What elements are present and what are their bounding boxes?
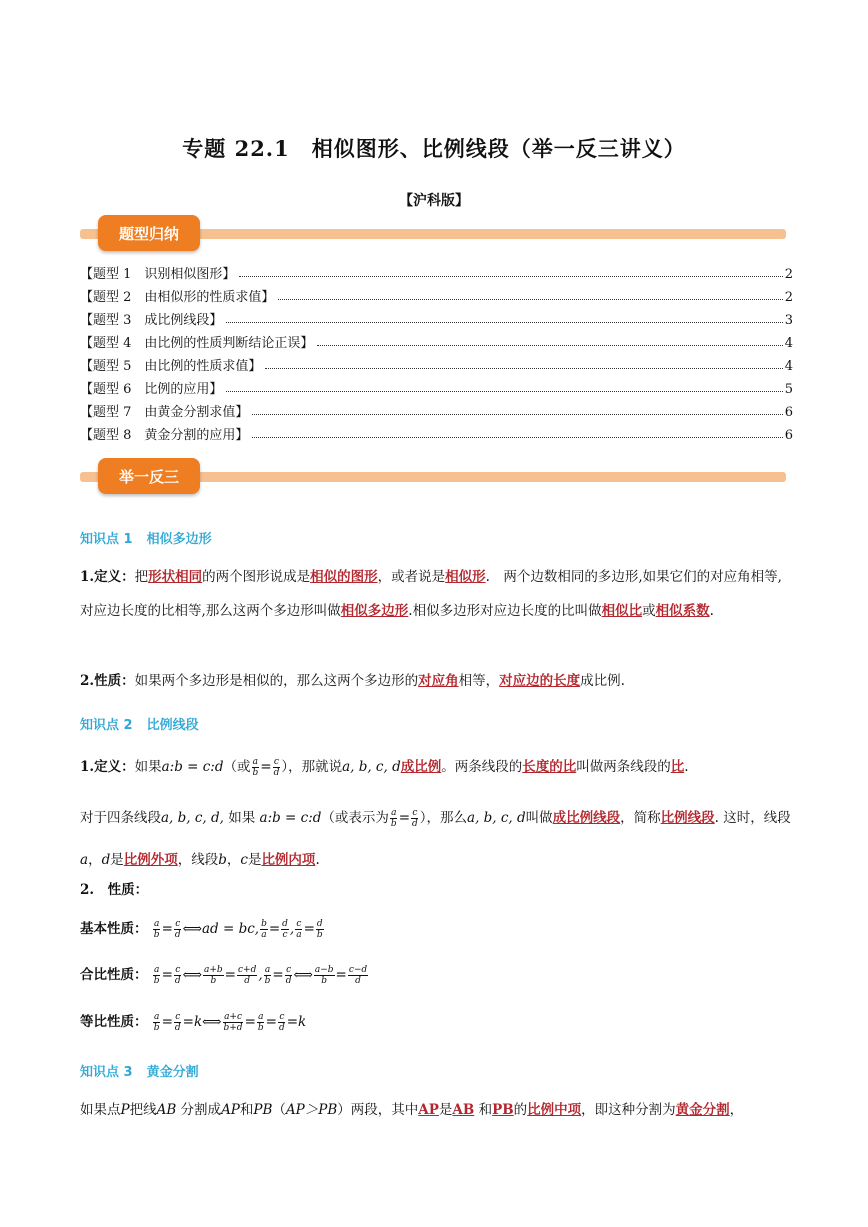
highlight-term: 比例内项 — [261, 852, 316, 868]
toc-item-page: 4 — [784, 336, 793, 351]
highlight-term: 对应角 — [418, 673, 459, 689]
text: 是 — [247, 852, 262, 868]
text: 。两条线段的 — [441, 759, 523, 775]
highlight-term: AP — [418, 1102, 439, 1118]
toc-item[interactable] — [80, 420, 793, 443]
toc-leader-dots — [239, 275, 782, 277]
toc-item-page: 4 — [784, 359, 793, 374]
text: ，线段 — [177, 852, 219, 868]
highlight-term: PB — [492, 1102, 514, 1118]
toc-item-page: 2 — [784, 290, 793, 305]
toc-item-page: 3 — [784, 313, 793, 328]
text: 相等， — [458, 673, 500, 689]
section-tag: 举一反三 — [98, 458, 200, 494]
toc-item-page: 2 — [784, 267, 793, 282]
toc-item[interactable] — [80, 374, 793, 397]
toc-item-label: 【题型 1 识别相似图形】 — [80, 267, 236, 282]
def-label: 1.定义： — [80, 569, 135, 585]
knowledge-point-2-heading — [80, 714, 213, 733]
fraction: $\frac{a}{b}$ — [390, 808, 397, 829]
text: 的 — [513, 1102, 528, 1118]
text: ，即这种分割为 — [581, 1102, 676, 1118]
text: 是 — [438, 1102, 453, 1118]
text: 分割成 — [176, 1102, 222, 1118]
math-expr: d — [101, 852, 111, 868]
fraction: $\frac{a}{b}$ — [252, 757, 259, 778]
text: （ — [272, 1102, 286, 1118]
equal-ratio-property-formula: 等比性质： $\frac{a}{b}$ = $\frac{c}{d}$ =k⟺ $\frac{a+c}{b+d}$ = $\frac{a}{b}$ = $\frac{c}{d}$ =k — [80, 1012, 307, 1033]
page-title: 专题 22.1 相似图形、比例线段（举一反三讲义） — [182, 136, 686, 161]
text: 如果 — [223, 810, 260, 826]
toc-item-page: 5 — [784, 382, 793, 397]
text: 或 — [642, 603, 656, 619]
text: 的两个图形说成是 — [202, 569, 311, 585]
highlight-term: 相似多边形 — [340, 603, 409, 619]
kp-number: 知识点 2 — [80, 718, 133, 733]
text: 如果点 — [80, 1102, 121, 1118]
toc-item[interactable] — [80, 282, 793, 305]
math-expr: a — [80, 852, 89, 868]
sum-property-formula: 合比性质： $\frac{a}{b}$ = $\frac{c}{d}$ ⟺ $\frac{a+b}{b}$ = $\frac{c+d}{d}$ , $\frac{a}{b}$ = $\frac{c}{d}$ ⟺ $\frac{a-b}{b}$ = $\frac{c-d}{d}$ — [80, 965, 368, 986]
toc-leader-dots — [265, 367, 782, 369]
fraction: $\frac{c}{d}$ — [273, 757, 280, 778]
toc-item-label: 【题型 5 由比例的性质求值】 — [80, 359, 262, 374]
text: . 这时，线段 — [714, 810, 791, 826]
highlight-term: 形状相同 — [148, 569, 203, 585]
def-label: 1.定义： — [80, 759, 135, 775]
toc-item[interactable] — [80, 328, 793, 351]
knowledge-point-1-heading — [80, 528, 226, 547]
toc-leader-dots — [252, 436, 782, 438]
math-expr: b — [218, 852, 227, 868]
section-tag: 题型归纳 — [98, 215, 200, 251]
math-expr: AP＞PB — [285, 1102, 338, 1118]
knowledge-point-3-heading — [80, 1061, 213, 1080]
math-expr: a, b, c, d — [342, 759, 401, 775]
toc-item-label: 【题型 2 由相似形的性质求值】 — [80, 290, 275, 305]
basic-property-formula: 基本性质： $\frac{a}{b}$ = $\frac{c}{d}$ ⟺ad = bc, $\frac{b}{a}$ = $\frac{d}{c}$ , $\frac{c}{a}$ = $\frac{d}{b}$ — [80, 919, 323, 940]
text: .相似多边形对应边长度的比叫做 — [408, 603, 602, 619]
toc-leader-dots — [317, 344, 782, 346]
math-expr: ⟺ad = bc, — [182, 921, 260, 937]
math-expr: a, b, c, d — [467, 810, 526, 826]
text: ）两段，其中 — [337, 1102, 419, 1118]
text: 如果 — [134, 759, 162, 775]
text: . — [684, 759, 689, 775]
text: ），那就说 — [281, 759, 343, 775]
kp2-property-label: 2. 性质： — [80, 882, 149, 898]
kp1-definition — [80, 560, 793, 628]
section-banner-examples — [80, 458, 786, 496]
toc-item-page: 6 — [784, 428, 793, 443]
math-expr: a:b = c:d — [161, 759, 224, 775]
text: ， — [88, 852, 102, 868]
highlight-term: 相似系数 — [655, 603, 710, 619]
text: 和 — [474, 1102, 493, 1118]
text: ，或者说是 — [377, 569, 446, 585]
text: 如果两个多边形是相似的，那么这两个多边形的 — [134, 673, 419, 689]
text: 和 — [239, 1102, 254, 1118]
text: ， — [729, 1102, 744, 1118]
highlight-term: AB — [452, 1102, 475, 1118]
toc-item-label: 【题型 8 黄金分割的应用】 — [80, 428, 249, 443]
toc-item[interactable] — [80, 305, 793, 328]
section-banner-types — [80, 215, 786, 253]
toc-item[interactable] — [80, 351, 793, 374]
toc-item-page: 6 — [784, 405, 793, 420]
text: 成比例. — [580, 673, 625, 689]
text: （或 — [223, 759, 251, 775]
toc-leader-dots — [278, 298, 782, 300]
text: 对于四条线段 — [80, 810, 161, 826]
toc-item-label: 【题型 7 由黄金分割求值】 — [80, 405, 249, 420]
text: 叫做两条线段的 — [576, 759, 671, 775]
math-expr: AB — [156, 1102, 177, 1118]
kp1-property — [80, 664, 793, 698]
toc-item-label: 【题型 4 由比例的性质判断结论正误】 — [80, 336, 314, 351]
kp-name: 相似多边形 — [146, 532, 212, 547]
text: 叫做 — [525, 810, 553, 826]
text: （或表示为 — [321, 810, 389, 826]
text: 是 — [110, 852, 124, 868]
toc-leader-dots — [226, 321, 782, 323]
toc-leader-dots — [252, 413, 782, 415]
highlight-term: 成比例 — [400, 759, 442, 775]
highlight-term: 黄金分割 — [675, 1102, 730, 1118]
kp-number: 知识点 1 — [80, 532, 133, 547]
formula-label: 等比性质： — [80, 1014, 148, 1030]
highlight-term: 比例外项 — [123, 852, 178, 868]
math-expr: AP — [221, 1102, 240, 1118]
highlight-term: 比例中项 — [527, 1102, 582, 1118]
kp2-proportional-segments: 对于四条线段a, b, c, d, 如果 a:b = c:d（或表示为 $\frac{a}{b}$ = $\frac{c}{d}$ ），那么a, b, c, d叫做成比例线段，简称比例线段. 这时，线段a，d是比例外项，线段b，c是比例内项. — [80, 808, 791, 868]
highlight-term: 比 — [670, 759, 685, 775]
toc-leader-dots — [226, 390, 782, 392]
toc-item[interactable] — [80, 259, 793, 282]
toc-item-label: 【题型 6 比例的应用】 — [80, 382, 223, 397]
highlight-term: 相似的图形 — [310, 569, 378, 585]
text: . 两个边数相同的多边形,如果它们的对应角相等,对应边长度的比相等,那么这两个多边形叫做 — [80, 569, 782, 619]
math-expr: PB — [253, 1102, 273, 1118]
text: ， — [226, 852, 241, 868]
toc-item[interactable] — [80, 397, 793, 420]
math-expr: c — [240, 852, 248, 868]
formula-label: 合比性质： — [80, 967, 148, 983]
kp-name: 比例线段 — [146, 718, 199, 733]
toc-item-label: 【题型 3 成比例线段】 — [80, 313, 223, 328]
math-expr: P — [120, 1102, 130, 1118]
edition-label: 【沪科版】 — [399, 193, 469, 209]
prop-label: 2.性质： — [80, 673, 135, 689]
highlight-term: 比例线段 — [660, 810, 715, 826]
math-expr: a:b = c:d — [259, 810, 322, 826]
math-expr: a, b, c, d, — [161, 810, 224, 826]
fraction: $\frac{c}{d}$ — [412, 808, 418, 829]
text: . — [709, 603, 714, 619]
highlight-term: 相似形 — [445, 569, 486, 585]
kp3-golden-section — [80, 1093, 793, 1127]
highlight-term: 成比例线段 — [552, 810, 621, 826]
text: ），那么 — [419, 810, 468, 826]
kp-name: 黄金分割 — [146, 1065, 199, 1080]
text: 把 — [134, 569, 149, 585]
highlight-term: 对应边的长度 — [499, 673, 581, 689]
table-of-contents — [80, 259, 793, 443]
formula-label: 基本性质： — [80, 921, 148, 937]
highlight-term: 相似比 — [601, 603, 643, 619]
text: . — [315, 852, 320, 868]
text: 把线 — [129, 1102, 157, 1118]
text: ，简称 — [620, 810, 661, 826]
kp-number: 知识点 3 — [80, 1065, 133, 1080]
highlight-term: 长度的比 — [522, 759, 577, 775]
kp2-definition: 1.定义：如果a:b = c:d（或 $\frac{a}{b}$ = $\frac{c}{d}$ ），那就说a, b, c, d成比例。两条线段的长度的比叫做两条线段的比. — [80, 757, 689, 778]
